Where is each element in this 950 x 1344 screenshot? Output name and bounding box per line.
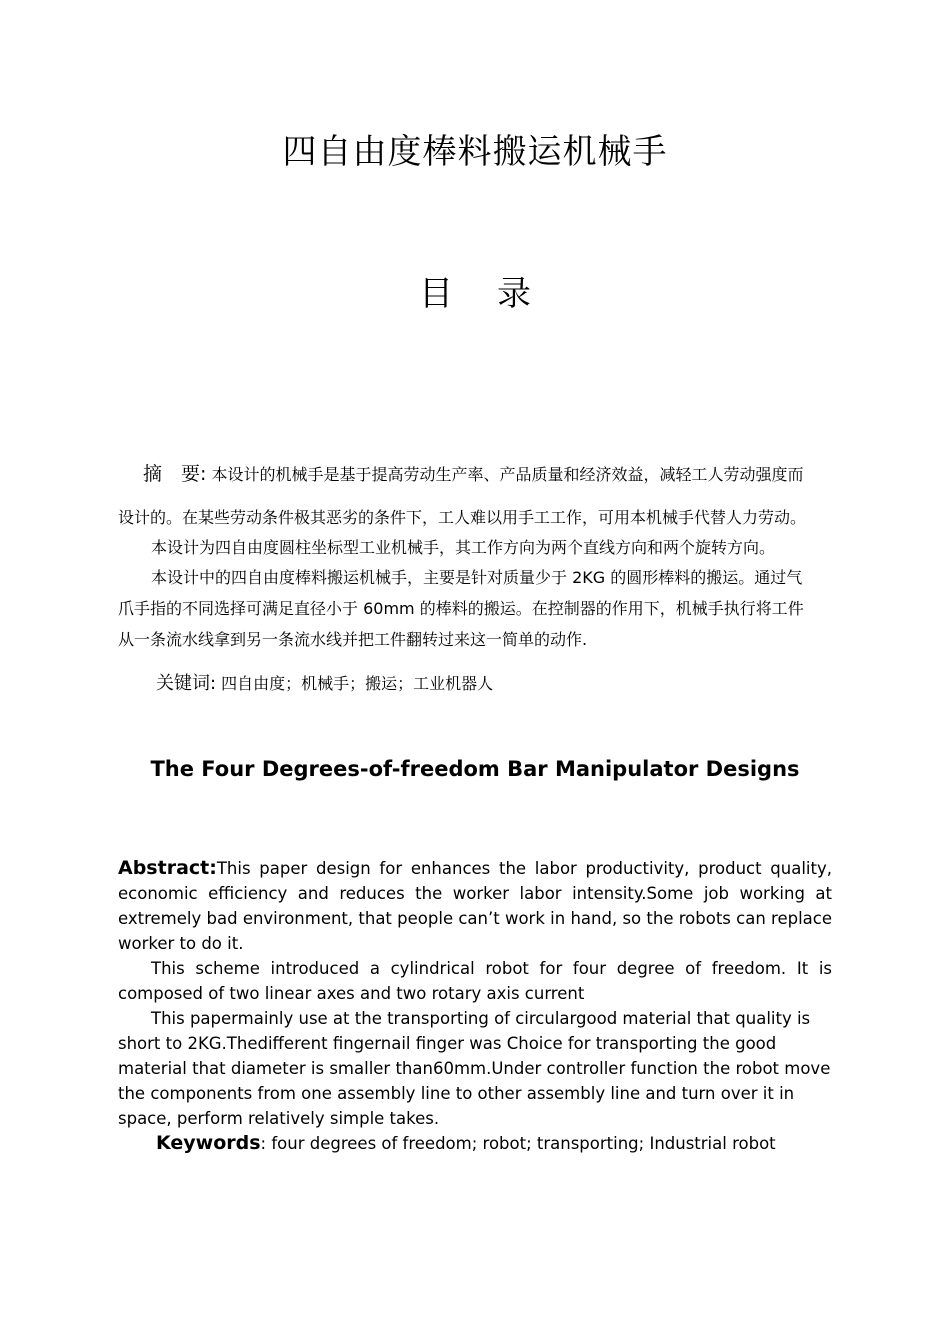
en-abstract-label: Abstract:: [118, 857, 217, 879]
zh-abstract-line-3: 本设计为四自由度圆柱坐标型工业机械手，其工作方向为两个直线方向和两个旋转方向。: [151, 538, 776, 557]
zh-abstract-line-5: 爪手指的不同选择可满足直径小于 60mm 的棒料的搬运。在控制器的作用下，机械手执行将工件: [118, 599, 804, 618]
zh-abstract-text-1: 本设计的机械手是基于提高劳动生产率、产品质量和经济效益，减轻工人劳动强度而: [211, 465, 804, 484]
en-keywords: : four degrees of freedom; robot; transporting; Industrial robot: [260, 1134, 776, 1153]
en-abstract-para-3: This papermainly use at the transporting of circulargood material that quality is short to 2KG.Thedifferent fingernail finger was Choice for transporting the good material that diameter is smaller than60mm.Under controller function the robot move the components from one assembly line to other assembly line and turn over it in space, perform relatively simple takes.: [118, 1009, 831, 1128]
en-title: The Four Degrees-of-freedom Bar Manipulator Designs: [150, 757, 800, 781]
en-abstract-para-1: [118, 856, 832, 956]
en-abstract-text-1: This paper design for enhances the labor productivity, product quality, economic efficiency and reduces the worker labor intensity.Some job working at extremely bad environment, that people can’t work in hand, so the robots can replace worker to do it.: [118, 859, 832, 953]
zh-abstract-line-4: 本设计中的四自由度棒料搬运机械手，主要是针对质量少于 2KG 的圆形棒料的搬运。通过气: [151, 568, 803, 587]
zh-keywords: 四自由度；机械手；搬运；工业机器人: [221, 674, 494, 693]
en-abstract: [118, 856, 832, 1131]
en-keywords-label: Keywords: [156, 1132, 261, 1154]
toc-heading: [0, 272, 950, 316]
zh-abstract-line-1: [143, 462, 857, 487]
en-keywords-line: [156, 1130, 776, 1157]
zh-keywords-line: [156, 672, 870, 696]
toc-heading-char-2: 录: [497, 274, 531, 314]
zh-keywords-label: 关键词:: [156, 673, 217, 694]
zh-abstract-line-2: 设计的。在某些劳动条件极其恶劣的条件下，工人难以用手工工作，可用本机械手代替人力劳动。: [118, 508, 807, 527]
zh-abstract-line-6: 从一条流水线拿到另一条流水线并把工件翻转过来这一简单的动作.: [118, 630, 588, 649]
toc-heading-char-1: 目: [419, 274, 453, 314]
document-title: 四自由度棒料搬运机械手: [282, 132, 668, 172]
zh-abstract-label: 摘 要:: [143, 463, 207, 485]
en-abstract-para-2: This scheme introduced a cylindrical robot for four degree of freedom. It is composed of two linear axes and two rotary axis current: [118, 959, 832, 1003]
